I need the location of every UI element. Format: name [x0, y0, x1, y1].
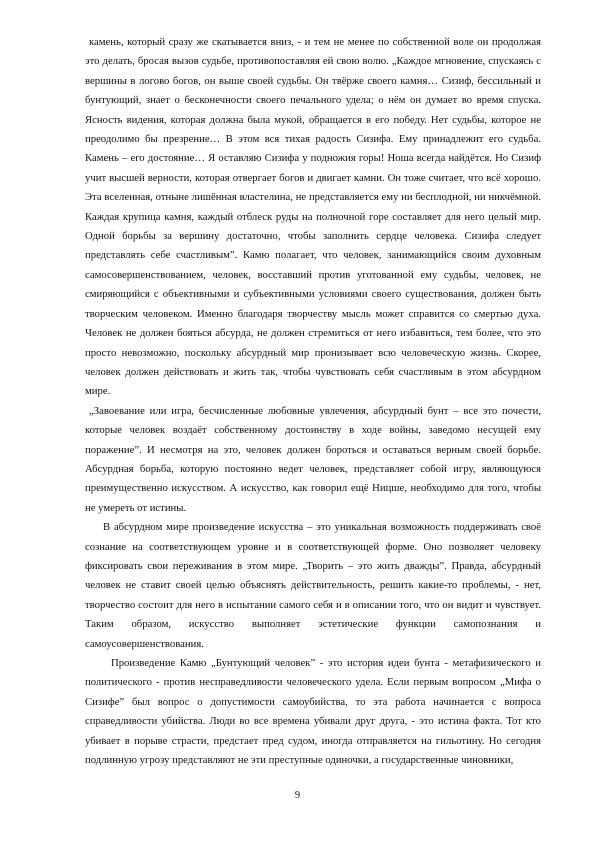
paragraph-conquest-quote: „Завоевание или игра, бесчисленные любовные увлечения, абсурдный бунт – все это почести, которые человек воздаёт собственному достоинству в ходе войны, заведомо несущей ему поражение”. И несмотря на это, человек должен бороться и оставаться верным своей борьбе. Абсурдная борьба, которую постоянно ведет человек, представляет собой игру, являющуюся преимущественно искусством. А искусство, как говорил ещё Ницше, необходимо для того, чтобы не умереть от истины.	[85, 404, 541, 514]
page-number: 9	[294, 790, 301, 801]
paragraph-art-absurd: В абсурдном мире произведение искусства – это уникальная возможность поддерживать своё сознание на соответствующем уровне и в соответствующей форме. Оно позволяет человеку фиксировать свои переживания в этом мире. „Творить – это жить дважды”. Правда, абсурдный человек не ставит своей целью объяснять действительность, решить какие-то проблемы, - нет, творчество состоит для него в испытании самого себя и в описании того, что он видит и чувствует. Таким образом, искусство выполняет эстетические функции самопознания и самоусовершенствования.	[85, 521, 541, 650]
body-text	[85, 33, 541, 770]
paragraph-rebel: Произведение Камю „Бунтующий человек” - это история идеи бунта - метафизического и политического - против несправедливости человеческого удела. Если первым вопросом „Мифа о Сизифе” был вопрос о допустимости самоубийства, то эта работа начинается с вопроса справедливости убийства. Люди во все времена убивали друг друга, - это истина факта. Тот кто убивает в порыве страсти, предстает пред судом, иногда отправляется на гильотину. Но сегодня подлинную угрозу представляют не эти преступные одиночки, а государственные чиновники,	[85, 657, 541, 767]
paragraph-sisyphus: камень, который сразу же скатывается вниз, - и тем не менее по собственной воле он продолжая это делать, бросая вызов судьбе, противопоставляя ей свою волю. „Каждое мгновение, спускаясь с вершины в логово богов, он выше своей судьбы. Он твёрже своего камня… Сизиф, бессильный и бунтующий, знает о бесконечности своего печального удела; о нём он думает во время спуска. Ясность видения, которая должна была мукой, обращается в его победу. Нет судьбы, которое не преодолимо бы презрение… В этом вся тихая радость Сизифа. Ему принадлежит его судьба. Камень – его достояние… Я оставляю Сизифа у подножия горы! Ноша всегда найдётся. Но Сизиф учит высшей верности, которая отвергает богов и двигает камни. Он тоже считает, что всё хорошо. Эта вселенная, отныне лишённая властелина, не представляется ему ни бесплодной, ни никчёмной. Каждая крупица камня, каждый отблеск руды на полночной горе составляет для него целый мир. Одной борьбы за вершину достаточно, чтобы заполнить сердце человека. Сизифа следует представлять себе счастливым”. Камю полагает, что человек, занимающийся своим духовным самосовершенствованием, человек, восставший против уготованной ему судьбы, человек, не смиряющийся с объективными и субъективными условиями своего существования, должен быть творческим человеком. Именно благодаря творчеству мысль может справится со смертью духа. Человек не должен бояться абсурда, не должен стремиться от него избавиться, тем более, что это просто невозможно, поскольку абсурдный мир пронизывает всю человеческую жизнь. Скорее, человек должен действовать и жить так, чтобы чувствовать себя счастливым в этом абсурдном мире.	[85, 36, 541, 398]
